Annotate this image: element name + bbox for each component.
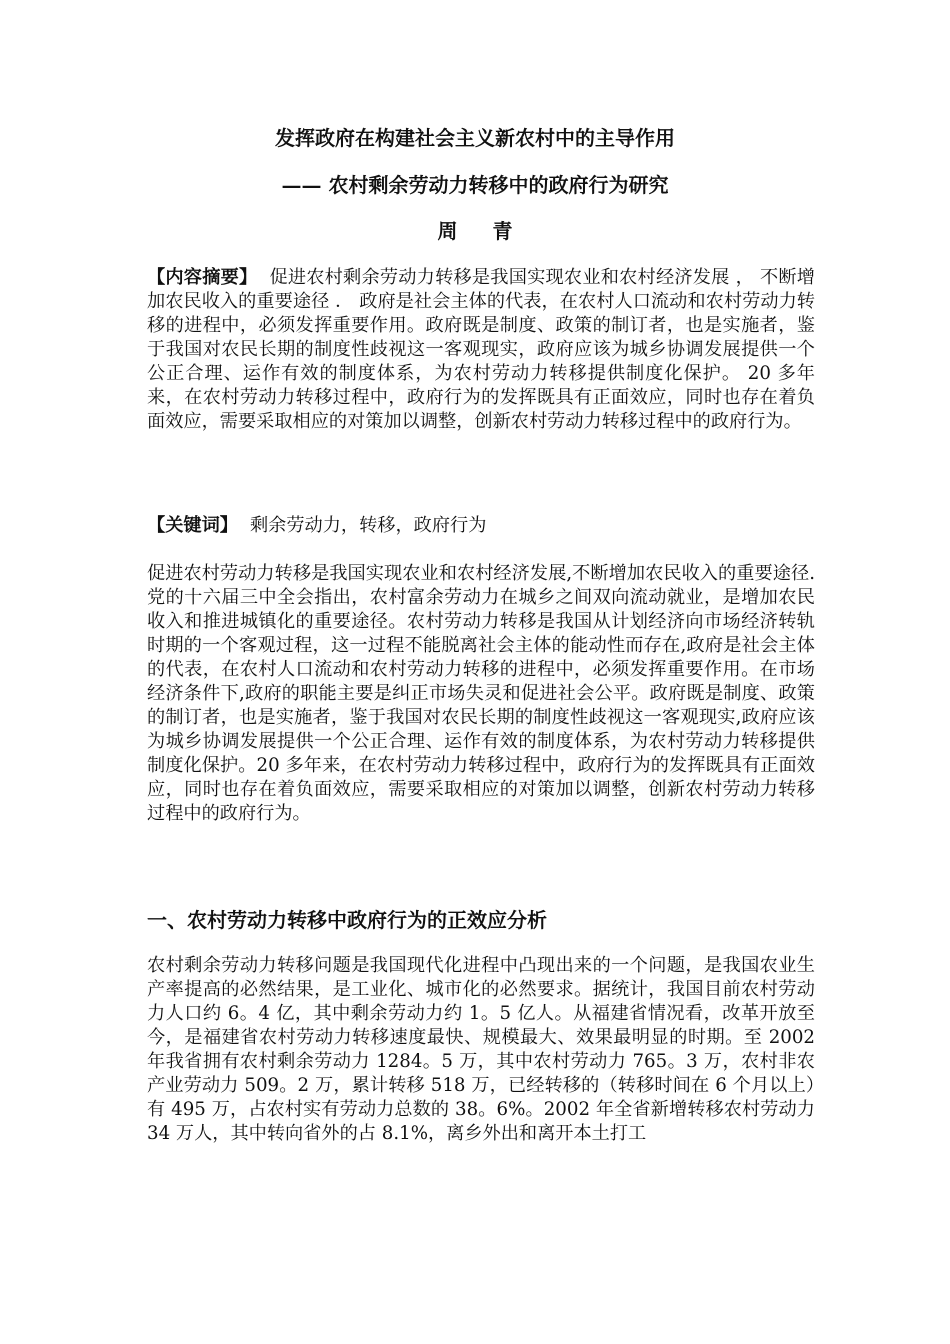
section-heading: 一、农村劳动力转移中政府行为的正效应分析 bbox=[147, 908, 547, 932]
keywords-paragraph bbox=[147, 514, 815, 538]
document-title: 发挥政府在构建社会主义新农村中的主导作用 bbox=[275, 126, 675, 150]
intro-paragraph: 促进农村劳动力转移是我国实现农业和农村经济发展,不断增加农民收入的重要途径.党的十六届三中全会指出，农村富余劳动力在城乡之间双向流动就业，是增加农民收入和推进城镇化的重要途径。农村劳动力转移是我国从计划经济向市场经济转轨时期的一个客观过程，这一过程不能脱离社会主体的能动性而存在,政府是社会主体的代表，在农村人口流动和农村劳动力转移的进程中，必须发挥重要作用。在市场经济条件下,政府的职能主要是纠正市场失灵和促进社会公平。政府既是制度、政策的制订者，也是实施者，鉴于我国对农民长期的制度性歧视这一客观现实,政府应该为城乡协调发展提供一个公正合理、运作有效的制度体系，为农村劳动力转移提供制度化保护。20 多年来，在农村劳动力转移过程中，政府行为的发挥既具有正面效应，同时也存在着负面效应，需要采取相应的对策加以调整，创新农村劳动力转移过程中的政府行为。 bbox=[147, 563, 815, 824]
abstract-label: 【内容摘要】 bbox=[147, 267, 258, 288]
section-paragraph: 农村剩余劳动力转移问题是我国现代化进程中凸现出来的一个问题，是我国农业生产率提高的必然结果，是工业化、城市化的必然要求。据统计，我国目前农村劳动力人口约 6。4 亿，其中剩余劳动力约 1。5 亿人。从福建省情况看，改革开放至今，是福建省农村劳动力转移速度最快、规模最大、效果最明显的时期。至 2002 年我省拥有农村剩余劳动力 1284。5 万，其中农村劳动力 765。3 万，农村非农产业劳动力 509。2 万，累计转移 518 万，已经转移的（转移时间在 6 个月以上）有 495 万，占农村实有劳动力总数的 38。6%。2002 年全省新增转移农村劳动力 34 万人，其中转向省外的占 8.1%，离乡外出和离开本土打工 bbox=[147, 955, 815, 1144]
keywords-text: 剩余劳动力，转移，政府行为 bbox=[249, 515, 487, 536]
abstract-text: 促进农村剩余劳动力转移是我国实现农业和农村经济发展 ， 不断增加农民收入的重要途径 ． 政府是社会主体的代表，在农村人口流动和农村劳动力转移的进程中，必须发挥重要作用。政府既是制度、政策的制订者，也是实施者，鉴于我国对农民长期的制度性歧视这一客观现实，政府应该为城乡协调发展提供一个公正合理、运作有效的制度体系，为农村劳动力转移提供制度化保护。 20 多年来，在农村劳动力转移过程中，政府行为的发挥既具有正面效应，同时也存在着负面效应，需要采取相应的对策加以调整，创新农村劳动力转移过程中的政府行为。 bbox=[147, 267, 815, 432]
document-subtitle: —— 农村剩余劳动力转移中的政府行为研究 bbox=[281, 173, 669, 197]
keywords-label: 【关键词】 bbox=[147, 515, 238, 536]
abstract-paragraph bbox=[147, 266, 815, 434]
document-author: 周 青 bbox=[437, 219, 527, 243]
